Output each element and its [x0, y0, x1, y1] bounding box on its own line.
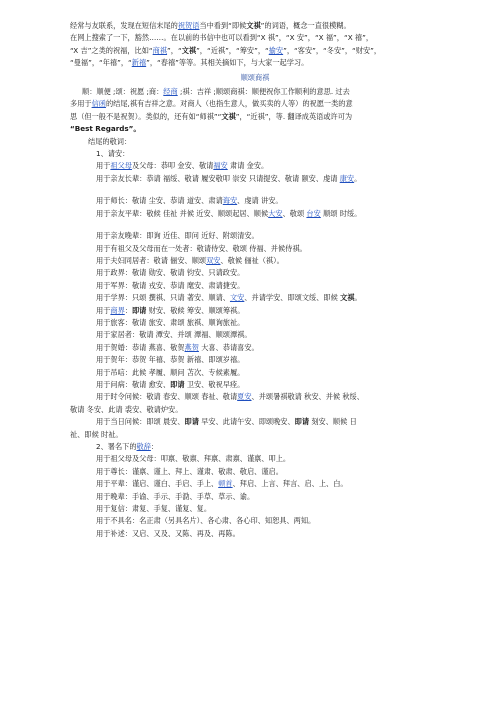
list-item: 用于补述：又启、又及、又陈、再及、再陈。 [96, 528, 240, 538]
link-xinxi[interactable]: 新禧 [131, 58, 147, 68]
link-jingshang[interactable]: 经商 [163, 87, 178, 97]
link-xinhan[interactable]: 信函 [91, 99, 106, 109]
list-item: 用于夫妇同居者：敬请 俪安、顺颂双安、敬候 俪祉（祺）。 [96, 255, 284, 265]
list-item: 用于尊长：谨禀、谨上、拜上、谨肃、敬肃、敬启、谨启。 [96, 466, 283, 476]
link-shuangan[interactable]: 双安 [206, 255, 221, 265]
link-yuan[interactable]: 揄安 [268, 45, 284, 55]
list-item: 用于复信：肃复、手复、谨复、复。 [96, 504, 212, 514]
list-item: 用于贺婚：恭请 燕喜、敬贺燕贺 大喜、恭请喜安。 [96, 342, 259, 352]
link-huian[interactable]: 诲安 [222, 196, 238, 206]
list-item: 用于当日问候：即颂 晨安、即请 早安、此请午安、即颂晚安、即请 刻安、顺候 日 [96, 417, 357, 427]
list-item: 用于师长：敬请 尘安、恭请 道安、肃请诲安、虔请 讲安。 [96, 196, 283, 206]
ending-heading: 结尾的敬词： [88, 136, 132, 146]
list-item: 用于有祖父及父母而在一处者：敬请侍安、敬颂 侍福、并候侍祺。 [96, 243, 307, 253]
link-yanhe[interactable]: 燕贺 [184, 342, 199, 352]
sec1-heading: 1、请安： [96, 149, 130, 159]
list-item: 用于吊唁：此候 孝履、顺问 苫次、专候素履。 [96, 367, 245, 377]
list-item: 用于商界：即请 财安、敬候 筹安、顺颂筹祺。 [96, 305, 245, 315]
link-congrats[interactable]: 祝贺语 [177, 21, 200, 30]
list-item: 用于亲友长辈：恭请 福绥、敬请 履安敬叩 崇安 只请提安、敬请 颐安、虔请 康安。 [96, 173, 362, 183]
list-item: 用于时令问候：敬请 春安、顺颂 春祉、敬请夏安、并颂暑祺敬请 秋安、并候 秋绥、 [96, 392, 364, 402]
link-wenan[interactable]: 文安 [229, 293, 245, 303]
link-fuan[interactable]: 福安 [213, 161, 228, 171]
list-item: 敬请 冬安、此请 裘安、敬请炉安。 [70, 404, 183, 414]
list-item: 用于不具名：名正肃（另具名片）、各心肃、各心印、知恕具、两知。 [96, 516, 316, 526]
link-daan[interactable]: 大安 [268, 208, 283, 218]
intro-line-4: “曼福”，“年禧”，“新禧”，“春禧”等等。其相关摘如下，与大家一起学习。 [70, 58, 309, 68]
list-item: 用于旅客：敬请 旅安、肃颂 旅祺、顺询旅祉。 [96, 317, 245, 327]
list-item: 祉、即候 时祉。 [70, 429, 123, 439]
list-item: 用于平辈：谨启、谨白、手启、手上、顿首、拜启、上言、拜言、启、上、白。 [96, 479, 348, 489]
list-item: 用于晚辈：手谕、手示、手泐、手草、草示、谕。 [96, 491, 255, 501]
explain-line-2: 多用于信函的结尾,祺有吉祥之意。对商人（也指生意人，做买卖的人等）的祝愿一类的意 [70, 99, 353, 109]
link-xiaan[interactable]: 夏安 [237, 392, 252, 402]
link-jingci[interactable]: 敬辞 [136, 442, 151, 451]
explain-line-4: “Best Regards”。 [70, 124, 141, 134]
intro-line-2: 在网上搜索了一下，豁然……。在以前的书信中也可以看到“X 祺”，“X 安”，“X 福”，“X 禧”， [70, 33, 374, 43]
document-body [70, 20, 440, 540]
link-taian[interactable]: 台安 [306, 208, 321, 218]
link-dunshou[interactable]: 顿首 [218, 479, 233, 489]
list-item: 用于贺年：恭贺 年禧、恭贺 新禧、即颂岁禧。 [96, 355, 245, 365]
list-item: 用于家居者：敬请 潭安、并颂 潭福、顺颂潭祺。 [96, 330, 252, 340]
list-item: 用于政界：敬请 勋安、敬请 钧安、只请政安。 [96, 268, 245, 278]
section-title: 顺颂商祺 [240, 72, 270, 82]
explain-line-3: 思（但一般不是祝贺）。类似的，还有如“师祺”“文祺”，“近祺”，等. 翻译成英语或许可为 [70, 111, 353, 121]
link-shangjie[interactable]: 商界 [110, 305, 125, 315]
list-item: 用于祖父母及父母：叩禀、敬禀、拜禀、肃禀、谨禀、叩上。 [96, 454, 291, 464]
explain-line-1: 顺：顺便 ;颂：祝愿 ;商：经商 ;祺：吉祥 ;顺颂商祺：顺便祝你工作顺利的意思. 过去 [82, 87, 350, 97]
list-item: 用于亲友晚辈：即询 近佳、即问 近好、附颂清安。 [96, 231, 259, 241]
list-item: 用于亲友平辈：敬候 佳祉 并候 近安、顺颂起居、顺候大安、敬颂 台安 顺颂 时绥。 [96, 208, 362, 218]
list-item: 用于学界：只颂 撰祺、只请 著安、顺请、文安、并请学安、即颂文绥、即候 文祺。 [96, 293, 362, 303]
list-item: 用于问病：敬请 愈安、即请 卫安、敬祝早痊。 [96, 379, 245, 389]
intro-line-3: “X 吉”之类的祝福，比如“商祺”，“文祺”，“近祺”，“筹安”，“揄安”，“客安”，“冬安”，“财安”， [70, 45, 382, 55]
list-item: 用于祖父母及父母：恭叩 金安、敬请福安 肃请 金安。 [96, 161, 269, 171]
link-kangan[interactable]: 康安 [339, 173, 355, 183]
link-shangqi[interactable]: 商祺 [152, 45, 168, 55]
intro-line-1: 经常与友联系，发现在短信末尾的祝贺语当中看到“即候文祺”的词语，概念一直很模糊。 [70, 21, 351, 30]
link-grandparents[interactable]: 祖父母 [110, 161, 132, 171]
sec2-heading: 2、署名下的敬辞： [96, 442, 159, 451]
list-item: 用于军界：敬请 戎安、恭请 麾安、肃请捷安。 [96, 280, 245, 290]
